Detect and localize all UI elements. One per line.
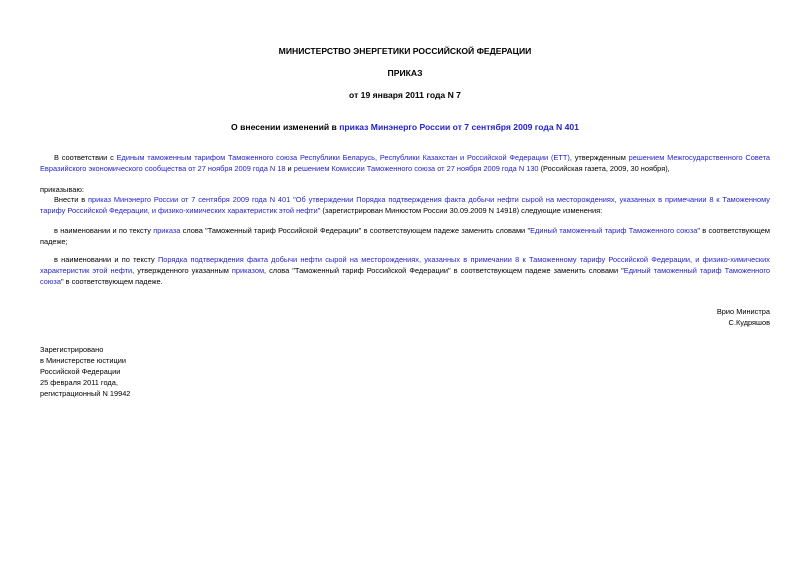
order-word: приказываю: [40, 185, 84, 194]
text-span: Внести в [54, 195, 88, 204]
signature-block [717, 306, 770, 328]
text-span: (Российская газета, 2009, 30 ноября), [538, 164, 670, 173]
doc-date: от 19 января 2011 года N 7 [349, 90, 461, 100]
signature-position: Врио Министра [716, 307, 770, 316]
paragraph-preamble [40, 152, 770, 174]
order-ref-link[interactable]: приказом [231, 266, 265, 275]
council-decision-link[interactable]: решением Межгосударственного Совета Евразийского экономического сообщества от 27 ноября 2009 года N 18 [40, 153, 770, 173]
registration-line: Зарегистрировано [40, 345, 104, 354]
ministry-heading: МИНИСТЕРСТВО ЭНЕРГЕТИКИ РОССИЙСКОЙ ФЕДЕРАЦИИ [278, 46, 532, 56]
text-span: в наименовании и по тексту [54, 255, 158, 264]
text-span: слова "Таможенный тариф Российской Федерации" в соответствующем падеже заменить словами " [180, 226, 531, 235]
text-span: , утвержденного указанным [132, 266, 232, 275]
text-span: В соответствии с [54, 153, 117, 162]
paragraph-amendments [40, 194, 770, 216]
procedure-link[interactable]: Порядка подтверждения факта добычи нефти сырой на месторождениях, указанных в примечании 8 к Таможенному тарифу Российской Федерации, и физико-химических характеристик этой нефти [40, 255, 770, 275]
title-prefix: О внесении изменений в [231, 122, 340, 132]
doc-type-heading: ПРИКАЗ [387, 68, 423, 78]
text-span: , слова "Таможенный тариф Российской Федерации" в соответствующем падеже заменить словами " [264, 266, 624, 275]
text-span: , утвержденным [569, 153, 629, 162]
paragraph-item-1 [40, 225, 770, 247]
unified-tariff-link[interactable]: Единый таможенный тариф Таможенного союза [530, 226, 698, 235]
commission-decision-link[interactable]: решением Комиссии Таможенного союза от 27 ноября 2009 года N 130 [293, 164, 539, 173]
order-link[interactable]: приказа [153, 226, 181, 235]
text-span: " в соответствующем падеже. [60, 277, 163, 286]
registration-line: 25 февраля 2011 года, [40, 378, 118, 387]
text-span: (зарегистрирован Минюстом России 30.09.2009 N 14918) следующие изменения: [320, 206, 603, 215]
text-span: в наименовании и по тексту [54, 226, 154, 235]
registration-block [40, 344, 130, 399]
paragraph-item-2 [40, 254, 770, 287]
ett-link[interactable]: Единым таможенным тарифом Таможенного союза Республики Беларусь, Республики Казахстан и Российской Федерации (ЕТТ) [116, 153, 570, 162]
title-order-link[interactable]: приказ Минэнерго России от 7 сентября 2009 года N 401 [339, 122, 579, 132]
registration-line: в Министерстве юстиции [40, 356, 127, 365]
registration-line: регистрационный N 19942 [40, 389, 131, 398]
order-401-link[interactable]: приказ Минэнерго России от 7 сентября 2009 года N 401 "Об утверждении Порядка подтверждения факта добычи нефти сырой на месторождениях, указанных в примечании 8 к Таможенному тарифу Российской Федерации, и физико-химических характеристик этой нефти" [40, 195, 770, 215]
unified-tariff-link-2[interactable]: Единый таможенный тариф Таможенного союза [40, 266, 770, 286]
text-span: " в соответствующем падеже; [40, 226, 770, 246]
signature-name: С.Кудряшов [728, 318, 770, 327]
text-span: и [285, 164, 294, 173]
doc-title [40, 122, 770, 133]
registration-line: Российской Федерации [40, 367, 121, 376]
